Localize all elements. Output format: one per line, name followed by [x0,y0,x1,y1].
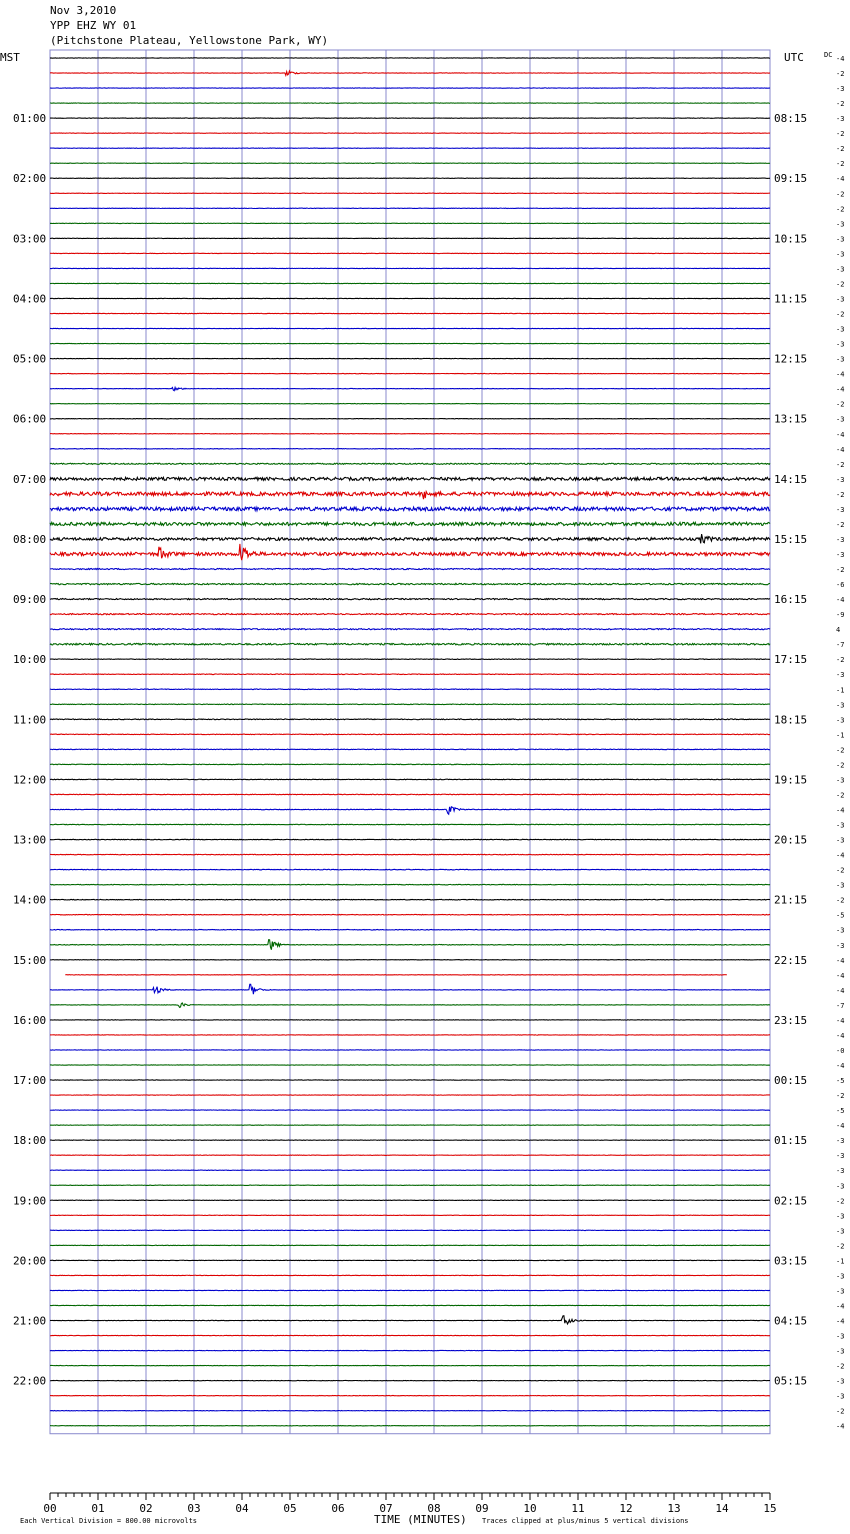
dc-header-label: DC [824,51,833,59]
dc-offset-label: -2 [836,761,845,770]
hour-label-right: 03:15 [774,1254,808,1268]
dc-offset-label: -5 [836,911,845,920]
hour-label-left: 21:00 [13,1314,47,1328]
x-tick-label: 05 [283,1502,297,1515]
plot-frame [50,50,770,1434]
dc-offset-label: -2 [836,205,845,214]
dc-offset-label: -3 [836,1182,845,1191]
hour-label-right: 23:15 [774,1013,808,1027]
hour-label-left: 06:00 [13,412,47,426]
dc-offset-label: -3 [836,881,845,890]
dc-offset-label: -2 [836,400,845,409]
hour-label-right: 17:15 [774,653,808,667]
dc-offset-label: -3 [836,535,845,544]
station-code: YPP EHZ WY 01 [50,19,137,32]
hour-label-left: 03:00 [13,232,47,246]
hour-label-left: 16:00 [13,1013,47,1027]
dc-offset-label: -3 [836,1167,845,1176]
dc-offset-label: -1 [836,686,845,695]
seismic-trace [50,1003,770,1007]
plot-date: Nov 3,2010 [50,4,117,17]
dc-offset-label: -3 [836,250,845,259]
dc-offset-label: -2 [836,1197,845,1206]
dc-offset-label: -4 [836,971,845,980]
scale-note: Each Vertical Division = 800.00 microvolts [20,1517,198,1525]
hour-label-left: 04:00 [13,292,47,306]
hour-label-left: 19:00 [13,1194,47,1208]
seismic-trace [50,674,770,675]
dc-offset-label: -2 [836,130,845,139]
dc-offset-label: -4 [836,1422,845,1431]
dc-offset-label: -1 [836,731,845,740]
x-tick-label: 12 [619,1502,633,1515]
seismic-trace [50,704,770,705]
dc-offset-label: -3 [836,325,845,334]
seismic-trace [50,387,770,390]
dc-offset-label: -3 [836,1287,845,1296]
seismic-trace [50,807,770,814]
dc-offset-label: -3 [836,1272,845,1281]
dc-offset-label: -3 [836,505,845,514]
dc-offset-label: -3 [836,1377,845,1386]
dc-offset-label: -3 [836,340,845,349]
dc-offset-label: -3 [836,1392,845,1401]
dc-offset-label: -0 [836,1046,845,1055]
seismic-trace [50,614,770,615]
hour-label-left: 18:00 [13,1134,47,1148]
dc-offset-label: -4 [836,430,845,439]
dc-offset-label: -7 [836,641,845,650]
hour-label-right: 12:15 [774,352,808,366]
seismic-trace [50,643,770,645]
seismic-trace [50,568,770,569]
x-tick-label: 10 [523,1502,537,1515]
dc-offset-label: -3 [836,1212,845,1221]
dc-offset-label: -4 [836,851,845,860]
dc-offset-label: -2 [836,1242,845,1251]
seismic-trace [50,544,770,560]
hour-label-left: 15:00 [13,953,47,967]
dc-offset-label: -2 [836,1362,845,1371]
dc-offset-label: -2 [836,190,845,199]
hour-label-left: 17:00 [13,1074,47,1088]
dc-offset-label: -3 [836,716,845,725]
dc-offset-label: -4 [836,370,845,379]
seismic-trace [50,534,770,543]
dc-offset-label: -3 [836,776,845,785]
dc-offset-label: -4 [836,175,845,184]
seismic-trace [50,749,770,750]
dc-offset-label: -4 [836,1031,845,1040]
seismic-trace [50,492,770,500]
hour-label-right: 15:15 [774,532,808,546]
seismic-trace [50,1316,770,1324]
seismic-trace [50,984,770,994]
hour-label-left: 12:00 [13,773,47,787]
hour-label-right: 08:15 [774,112,808,126]
dc-offset-label: -4 [836,986,845,995]
seismic-trace [50,689,770,690]
seismic-trace [50,794,770,795]
dc-offset-label: -4 [836,806,845,815]
seismic-trace [50,929,770,930]
dc-offset-label: -2 [836,460,845,469]
dc-offset-label: -4 [836,55,845,63]
seismic-trace [50,734,770,735]
dc-offset-label: -3 [836,1347,845,1356]
hour-label-right: 11:15 [774,292,808,306]
dc-offset-label: -9 [836,611,845,620]
dc-offset-label: -2 [836,896,845,905]
dc-offset-label: -4 [836,596,845,605]
hour-label-right: 00:15 [774,1074,808,1088]
dc-offset-label: -3 [836,295,845,304]
hour-label-left: 22:00 [13,1374,47,1388]
left-timezone-label: MST [0,51,20,64]
seismic-trace [50,477,770,480]
dc-offset-label: -3 [836,836,845,845]
hour-label-right: 19:15 [774,773,808,787]
seismic-trace [50,884,770,885]
x-tick-label: 07 [379,1502,393,1515]
dc-offset-label: -2 [836,280,845,289]
hour-label-right: 18:15 [774,713,808,727]
dc-offset-label: -3 [836,1227,845,1236]
seismic-trace [50,583,770,584]
dc-offset-label: -4 [836,1062,845,1071]
dc-offset-label: -2 [836,746,845,755]
hour-label-left: 14:00 [13,893,47,907]
seismic-trace [50,940,770,950]
hour-label-left: 08:00 [13,532,47,546]
x-tick-label: 00 [43,1502,57,1515]
dc-offset-label: -3 [836,265,845,274]
station-location: (Pitchstone Plateau, Yellowstone Park, WY) [50,34,329,47]
hour-label-right: 04:15 [774,1314,808,1328]
grid-lines [50,50,770,1434]
hour-label-right: 09:15 [774,172,808,186]
dc-offset-label: -4 [836,956,845,965]
dc-offset-label: -3 [836,941,845,950]
axis-labels [13,55,844,1515]
hour-label-left: 05:00 [13,352,47,366]
hour-label-left: 09:00 [13,593,47,607]
hour-label-right: 22:15 [774,953,808,967]
dc-offset-label: -3 [836,355,845,364]
seismic-trace [50,629,770,630]
hour-label-left: 10:00 [13,653,47,667]
seismic-trace [50,659,770,660]
x-tick-label: 08 [427,1502,441,1515]
dc-offset-label: -3 [836,1332,845,1341]
dc-offset-label: -2 [836,866,845,875]
hour-label-right: 20:15 [774,833,808,847]
dc-offset-label: -3 [836,926,845,935]
dc-offset-label: -2 [836,100,845,109]
dc-offset-label: -5 [836,1077,845,1086]
dc-offset-label: 4 [836,626,841,635]
x-tick-label: 14 [715,1502,729,1515]
hour-label-right: 13:15 [774,412,808,426]
dc-offset-label: -2 [836,310,845,319]
clip-note: Traces clipped at plus/minus 5 vertical divisions [482,1517,689,1525]
hour-label-left: 20:00 [13,1254,47,1268]
dc-offset-label: -3 [836,415,845,424]
seismic-trace [50,507,770,511]
dc-offset-label: -2 [836,566,845,575]
trace-group [50,58,770,1426]
x-tick-label: 01 [91,1502,105,1515]
dc-offset-label: -3 [836,85,845,94]
seismic-trace [50,839,770,840]
hour-label-right: 02:15 [774,1194,808,1208]
seismic-trace [50,719,770,720]
hour-label-right: 05:15 [774,1374,808,1388]
dc-offset-label: -2 [836,160,845,169]
x-tick-label: 03 [187,1502,201,1515]
seismic-trace [50,764,770,765]
hour-label-left: 07:00 [13,472,47,486]
seismic-trace [50,914,770,915]
dc-offset-label: -4 [836,1302,845,1311]
right-timezone-label: UTC [784,51,804,64]
seismic-trace [50,899,770,900]
hour-label-right: 21:15 [774,893,808,907]
dc-offset-label: -3 [836,475,845,484]
x-tick-label: 06 [331,1502,345,1515]
hour-label-right: 01:15 [774,1134,808,1148]
seismic-trace [50,598,770,599]
seismic-trace [50,854,770,855]
dc-offset-label: -3 [836,550,845,559]
seismic-trace [50,463,770,464]
x-tick-label: 13 [667,1502,681,1515]
dc-offset-label: -3 [836,701,845,710]
dc-offset-label: -3 [836,671,845,680]
hour-label-right: 16:15 [774,593,808,607]
dc-offset-label: -6 [836,581,845,590]
x-tick-label: 11 [571,1502,585,1515]
dc-offset-label: -2 [836,1092,845,1101]
x-tick-label: 15 [763,1502,777,1515]
hour-label-left: 11:00 [13,713,47,727]
dc-offset-label: -3 [836,220,845,229]
dc-offset-label: -3 [836,1137,845,1146]
dc-offset-label: -2 [836,656,845,665]
dc-offset-label: -4 [836,1317,845,1326]
seismic-trace [50,824,770,825]
seismic-trace [50,522,770,525]
dc-offset-label: -7 [836,1001,845,1010]
dc-offset-label: -4 [836,445,845,454]
seismic-trace [50,449,770,450]
dc-offset-label: -2 [836,70,845,79]
hour-label-right: 10:15 [774,232,808,246]
dc-offset-label: -5 [836,1107,845,1116]
dc-offset-label: -2 [836,791,845,800]
hour-label-left: 13:00 [13,833,47,847]
x-tick-label: 02 [139,1502,153,1515]
seismic-trace [50,779,770,780]
dc-offset-label: -4 [836,1122,845,1131]
seismic-trace [50,869,770,870]
dc-offset-label: -3 [836,115,845,124]
dc-offset-label: -3 [836,1152,845,1161]
dc-offset-label: -2 [836,490,845,499]
dc-offset-label: -2 [836,145,845,154]
hour-label-left: 01:00 [13,112,47,126]
x-axis-title: TIME (MINUTES) [374,1513,467,1526]
hour-label-right: 14:15 [774,472,808,486]
dc-offset-label: -2 [836,1407,845,1416]
x-tick-label: 09 [475,1502,489,1515]
hour-label-left: 02:00 [13,172,47,186]
x-tick-label: 04 [235,1502,249,1515]
seismic-trace [50,71,770,75]
dc-offset-label: -2 [836,520,845,529]
dc-offset-label: -4 [836,1016,845,1025]
dc-offset-label: -3 [836,235,845,244]
dc-offset-label: -3 [836,821,845,830]
dc-offset-label: -4 [836,385,845,394]
dc-offset-label: -1 [836,1257,845,1266]
